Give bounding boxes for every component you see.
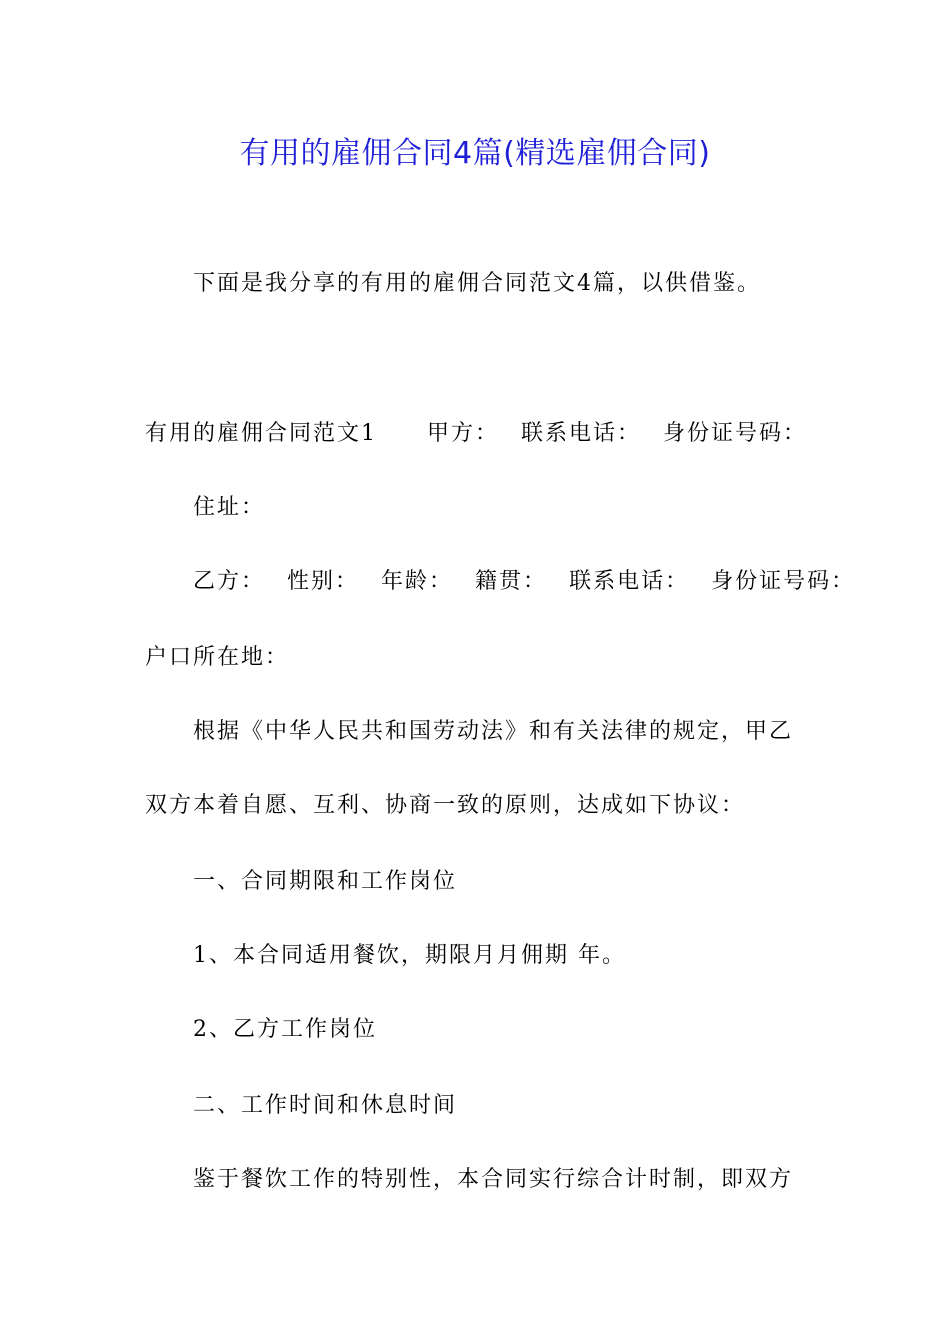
clause-1-item-1: 1、本合同适用餐饮，期限月月佣期 年。 [193,943,626,968]
clause-1-item-2: 2、乙方工作岗位 [193,1017,377,1042]
basis-line-2: 双方本着自愿、互利、协商一致的原则，达成如下协议： [145,793,746,818]
address-line: 住址： [193,495,266,520]
document-title: 有用的雇佣合同4篇(精选雇佣合同) [239,136,711,171]
party-b-line [193,564,855,600]
intro-paragraph: 下面是我分享的有用的雇佣合同范文4篇，以供借鉴。 [193,271,761,296]
party-b-id-label: 身份证号码： [711,569,856,594]
party-a-phone-label: 联系电话： [521,421,642,446]
party-a-label: 甲方： [427,421,500,446]
household-line: 户口所在地： [145,645,290,670]
party-a-line [145,416,807,452]
basis-line-1: 根据《中华人民共和国劳动法》和有关法律的规定，甲乙 [193,719,794,744]
party-b-gender-label: 性别： [287,569,360,594]
clause-2-heading: 二、工作时间和休息时间 [193,1093,458,1118]
clause-1-heading: 一、合同期限和工作岗位 [193,869,458,894]
section-heading: 有用的雇佣合同范文1 [145,421,377,446]
party-b-age-label: 年龄： [381,569,454,594]
party-b-label: 乙方： [193,569,266,594]
party-a-id-label: 身份证号码： [663,421,808,446]
clause-2-text: 鉴于餐饮工作的特别性，本合同实行综合计时制，即双方 [193,1167,794,1192]
party-b-origin-label: 籍贯： [475,569,548,594]
party-b-phone-label: 联系电话： [569,569,690,594]
